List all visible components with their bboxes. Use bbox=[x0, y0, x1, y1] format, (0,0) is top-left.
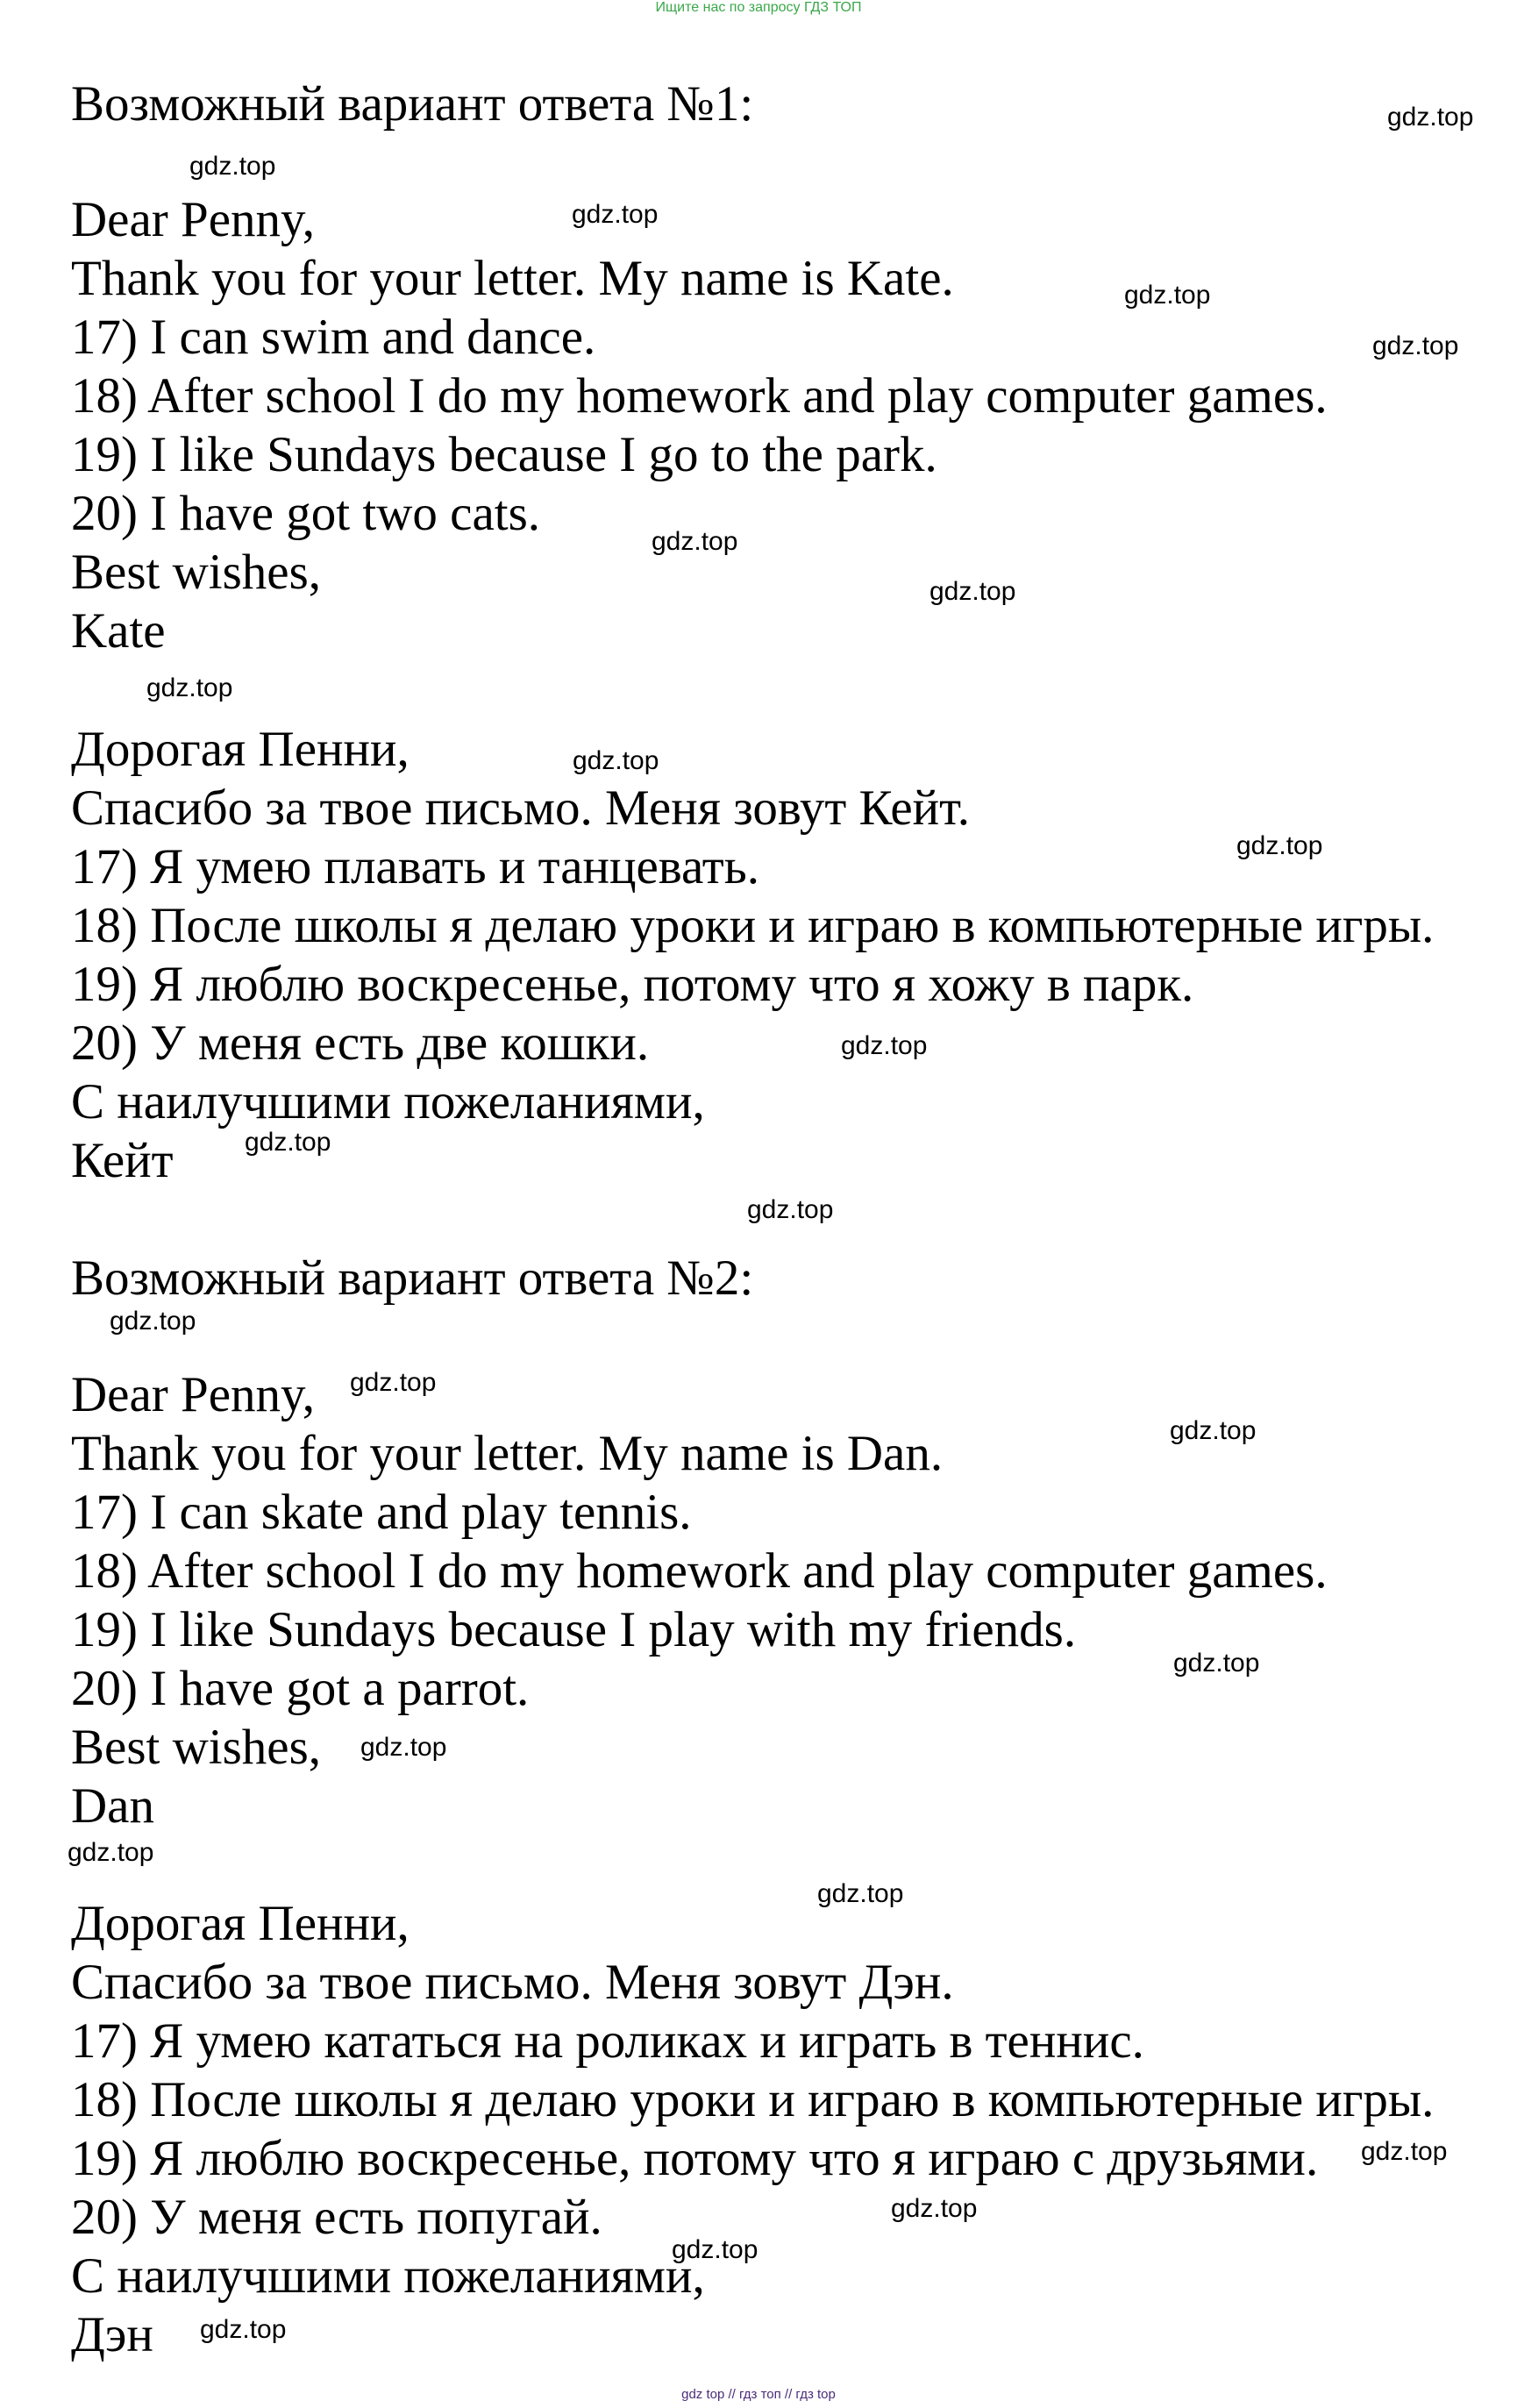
answer1-ru-line-20: 20) У меня есть две кошки. bbox=[71, 1015, 650, 1071]
watermark: gdz.top bbox=[146, 673, 233, 702]
watermark: gdz.top bbox=[350, 1368, 437, 1397]
answer1-en-line-17: 17) I can swim and dance. bbox=[71, 310, 596, 365]
watermark: gdz.top bbox=[360, 1733, 447, 1762]
answer2-en-line-18: 18) After school I do my homework and play computer games. bbox=[71, 1543, 1328, 1599]
watermark: gdz.top bbox=[189, 152, 276, 181]
answer2-en-signature: Dan bbox=[71, 1778, 154, 1834]
footer-watermark: gdz top // гдз топ // гдз top bbox=[681, 2387, 836, 2402]
answer1-en-line-19: 19) I like Sundays because I go to the park. bbox=[71, 427, 937, 482]
watermark: gdz.top bbox=[1124, 281, 1211, 310]
answer1-ru-signature: Кейт bbox=[71, 1133, 174, 1188]
watermark: gdz.top bbox=[672, 2235, 758, 2264]
watermark: gdz.top bbox=[1173, 1649, 1260, 1678]
watermark: gdz.top bbox=[747, 1195, 834, 1224]
watermark: gdz.top bbox=[1236, 831, 1323, 860]
answer1-ru-greeting: Дорогая Пенни, bbox=[71, 722, 410, 777]
watermark: gdz.top bbox=[891, 2194, 978, 2223]
answer2-ru-line-20: 20) У меня есть попугай. bbox=[71, 2190, 602, 2245]
answer1-en-intro: Thank you for your letter. My name is Kate. bbox=[71, 251, 954, 306]
watermark: gdz.top bbox=[245, 1128, 331, 1157]
watermark: gdz.top bbox=[1361, 2137, 1448, 2166]
answer1-en-line-18: 18) After school I do my homework and play computer games. bbox=[71, 368, 1328, 424]
answer1-ru-intro: Спасибо за твое письмо. Меня зовут Кейт. bbox=[71, 780, 971, 836]
watermark: gdz.top bbox=[573, 746, 659, 775]
watermark: gdz.top bbox=[110, 1307, 196, 1336]
answer1-heading: Возможный вариант ответа №1: bbox=[71, 76, 754, 132]
answer2-ru-line-18: 18) После школы я делаю уроки и играю в компьютерные игры. bbox=[71, 2072, 1435, 2127]
answer2-ru-closing: С наилучшими пожеланиями, bbox=[71, 2248, 705, 2304]
watermark: gdz.top bbox=[1170, 1416, 1257, 1445]
answer2-ru-greeting: Дорогая Пенни, bbox=[71, 1896, 410, 1951]
answer2-ru-line-17: 17) Я умею кататься на роликах и играть в теннис. bbox=[71, 2013, 1144, 2069]
answer2-ru-intro: Спасибо за твое письмо. Меня зовут Дэн. bbox=[71, 1955, 954, 2010]
watermark: gdz.top bbox=[929, 577, 1016, 606]
answer1-en-greeting: Dear Penny, bbox=[71, 192, 316, 247]
answer2-en-line-20: 20) I have got a parrot. bbox=[71, 1661, 530, 1716]
answer2-en-closing: Best wishes, bbox=[71, 1720, 321, 1775]
watermark: gdz.top bbox=[572, 200, 659, 229]
answer2-en-line-17: 17) I can skate and play tennis. bbox=[71, 1485, 692, 1540]
watermark: gdz.top bbox=[817, 1879, 904, 1908]
answer2-en-line-19: 19) I like Sundays because I play with my friends. bbox=[71, 1602, 1077, 1657]
answer2-heading: Возможный вариант ответа №2: bbox=[71, 1250, 754, 1306]
answer2-ru-signature: Дэн bbox=[71, 2307, 153, 2362]
watermark: gdz.top bbox=[200, 2315, 287, 2344]
answer1-ru-line-18: 18) После школы я делаю уроки и играю в компьютерные игры. bbox=[71, 898, 1435, 953]
answer1-ru-closing: С наилучшими пожеланиями, bbox=[71, 1074, 705, 1129]
watermark: gdz.top bbox=[1387, 103, 1474, 132]
answer1-ru-line-17: 17) Я умею плавать и танцевать. bbox=[71, 839, 759, 894]
watermark: gdz.top bbox=[1372, 331, 1459, 360]
answer2-ru-line-19: 19) Я люблю воскресенье, потому что я играю с друзьями. bbox=[71, 2131, 1319, 2186]
answer2-en-greeting: Dear Penny, bbox=[71, 1367, 316, 1422]
watermark: gdz.top bbox=[652, 527, 738, 556]
answer1-ru-line-19: 19) Я люблю воскресенье, потому что я хожу в парк. bbox=[71, 957, 1194, 1012]
top-banner: Ищите нас по запросу ГДЗ ТОП bbox=[655, 0, 862, 15]
answer1-en-line-20: 20) I have got two cats. bbox=[71, 486, 541, 541]
answer2-en-intro: Thank you for your letter. My name is Dan. bbox=[71, 1426, 944, 1481]
answer1-en-closing: Best wishes, bbox=[71, 545, 321, 600]
watermark: gdz.top bbox=[68, 1838, 154, 1867]
watermark: gdz.top bbox=[841, 1031, 928, 1060]
answer1-en-signature: Kate bbox=[71, 603, 166, 659]
